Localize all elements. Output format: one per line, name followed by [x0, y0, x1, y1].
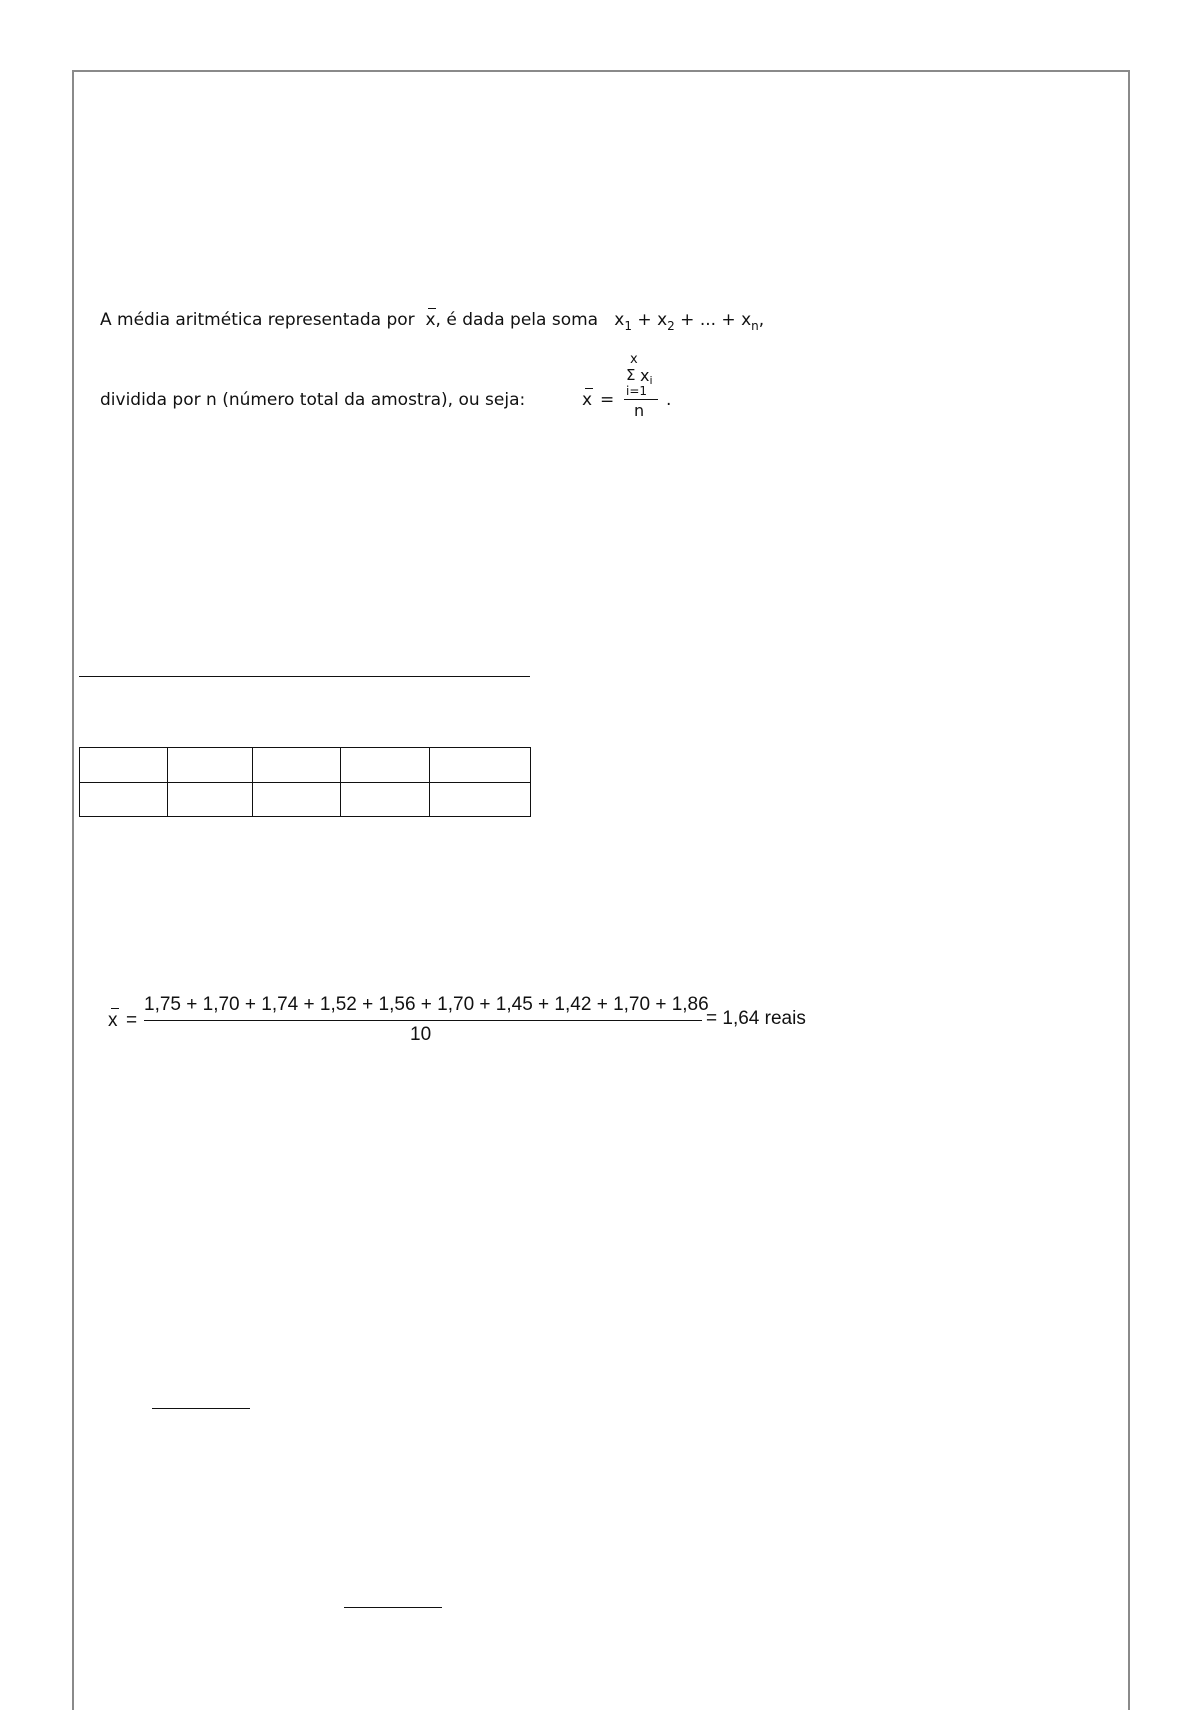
formula-equals: = — [600, 390, 615, 410]
example-numerator: 1,75 + 1,70 + 1,74 + 1,52 + 1,56 + 1,70 + 1,45 + 1,42 + 1,70 + 1,86 — [144, 994, 709, 1015]
table-cell — [430, 748, 531, 783]
table-cell — [430, 782, 531, 817]
table-cell — [341, 782, 430, 817]
table-cell — [253, 748, 341, 783]
definition-line-1: A média aritmética representada por x, é dada pela soma $x_1 + x_2$ + ... + $x_n$, — [100, 310, 765, 333]
formula-lhs: x — [582, 390, 593, 410]
formula-denominator: n — [634, 401, 645, 420]
table-cell — [168, 782, 253, 817]
definition-line-2: dividida por n (número total da amostra), ou seja: — [100, 390, 526, 410]
short-rule-1 — [152, 1408, 250, 1409]
table-cell — [168, 748, 253, 783]
formula-fraction-bar — [624, 399, 658, 400]
table-cell — [80, 748, 168, 783]
definition-text-mid: , é dada pela soma — [435, 310, 599, 330]
example-equals: = — [126, 1010, 138, 1031]
formula-upper-limit: x — [630, 352, 638, 367]
short-rule-2 — [344, 1607, 442, 1608]
example-fraction-bar — [144, 1020, 702, 1021]
sum-term-n: $x_n$ — [741, 310, 759, 333]
sum-term-1: $x_1$ — [614, 310, 632, 333]
sum-ellipsis: + ... + — [680, 310, 736, 330]
definition-text-start: A média aritmética representada por — [100, 310, 415, 330]
table-row — [80, 782, 531, 817]
example-lhs: x — [108, 1010, 118, 1031]
example-result: = 1,64 reais — [706, 1008, 806, 1029]
table-cell — [253, 782, 341, 817]
formula-sigma: Σ — [626, 366, 636, 384]
table-cell — [341, 748, 430, 783]
sum-term-2: $x_2$ — [657, 310, 675, 333]
table-cell — [80, 782, 168, 817]
example-denominator: 10 — [410, 1024, 432, 1045]
data-table — [79, 747, 531, 817]
formula-lower-limit: i=1 — [626, 384, 648, 398]
formula-period: . — [666, 390, 672, 410]
table-row — [80, 748, 531, 783]
mean-symbol: x — [425, 310, 436, 330]
section-divider — [79, 676, 530, 677]
formula-summand: xi — [640, 366, 653, 387]
